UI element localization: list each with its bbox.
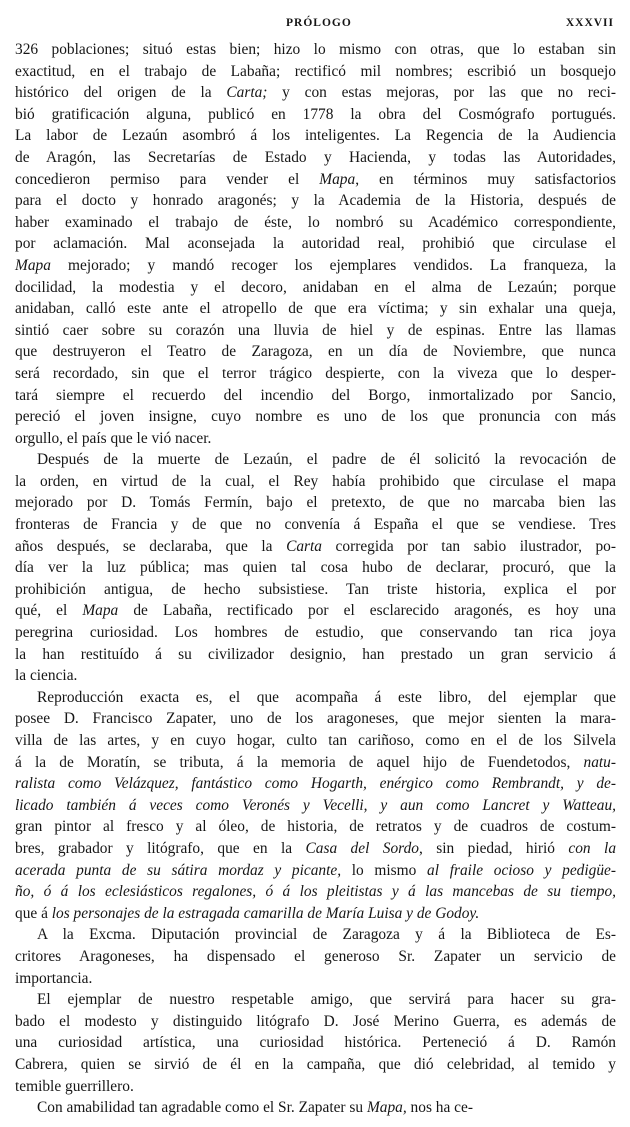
running-head — [15, 17, 616, 39]
text-line: Con amabilidad tan agradable como el Sr. Zapater su Mapa, nos ha ce- — [37, 1099, 473, 1117]
text-line: será recordado, sin que el terror trágico despierte, con la viveza que lo desper- — [15, 364, 616, 382]
text-line: bado el modesto y distinguido litógrafo D. José Merino Guerra, es además de — [15, 1012, 616, 1030]
text-line: pereció el joven insigne, cuyo nombre es uno de los que pronuncia con más — [15, 408, 616, 426]
text-line: anidaban, calló este ante el atropello de que era víctima; y sin exhalar una queja, — [15, 300, 616, 318]
text-line: licado también á veces como Veronés y Vecelli, y aun como Lancret y Watteau, — [15, 796, 616, 814]
text-line: acerada punta de su sátira mordaz y picante, lo mismo al fraile ocioso y pedigüe- — [15, 861, 616, 879]
text-line: critores Aragoneses, ha dispensado el generoso Sr. Zapater un servicio de — [15, 947, 616, 965]
text-line: orgullo, el país que le vió nacer. — [15, 429, 212, 447]
text-line: la ciencia. — [15, 667, 78, 685]
text-line: posee D. Francisco Zapater, uno de los aragoneses, que mejor sienten la mara- — [15, 710, 616, 728]
text-line: tará siempre el recuerdo del incendio del Borgo, inmortalizado por Sancio, — [15, 386, 616, 404]
text-line: día ver la luz pública; mas quien tal cosa hubo de declarar, procuró, que la — [15, 559, 616, 577]
text-line: para el docto y honrado aragonés; y la Academia de la Historia, después de — [15, 192, 616, 210]
text-line: histórico del origen de la Carta; y con estas mejoras, por las que no reci- — [15, 84, 616, 102]
text-line: Reproducción exacta es, el que acompaña á este libro, del ejemplar que — [37, 688, 616, 706]
text-line: que destruyeron el Teatro de Zaragoza, en un día de Noviembre, que nunca — [15, 343, 616, 361]
text-line: gran pintor al fresco y al óleo, de historia, de retratos y de cuadros de costum- — [15, 818, 616, 836]
text-line: la orden, en virtud de la cual, el Rey había prohibido que circulase el mapa — [15, 472, 616, 490]
paragraph — [15, 1097, 616, 1119]
paragraph — [15, 687, 616, 925]
paragraph — [15, 924, 616, 989]
text-line: fronteras de Francia y de que no convenía á España el que se vendiese. Tres — [15, 516, 616, 534]
text-line: Cabrera, quien se sirvió de él en la campaña, que dió celebridad, al temido y — [15, 1055, 616, 1073]
text-line: haber examinado el trabajo de éste, lo nombró su Académico correspondiente, — [15, 213, 616, 231]
text-line: ralista como Velázquez, fantástico como Hogarth, enérgico como Rembrandt, y de- — [15, 775, 616, 793]
text-line: qué, el Mapa de Labaña, rectificado por el esclarecido aragonés, es hoy una — [15, 602, 617, 620]
text-line: El ejemplar de nuestro respetable amigo, que servirá para hacer su gra- — [37, 991, 616, 1009]
paragraph — [15, 989, 616, 1097]
text-line: de Aragón, las Secretarías de Estado y Hacienda, y todas las Autoridades, — [15, 148, 616, 166]
text-line: exactitud, en el trabajo de Labaña; rectificó mil nombres; escribió un bosquejo — [15, 62, 616, 80]
paragraph — [15, 449, 616, 687]
text-line: ño, ó á los eclesiásticos regalones, ó á los pleitistas y á las mancebas de su tiempo, — [15, 883, 616, 901]
text-line: sintió caer sobre su corazón una lluvia de hiel y de espinas. Entre las llamas — [15, 321, 616, 339]
text-line: 326 poblaciones; situó estas bien; hizo lo mismo con otras, que lo estaban sin — [15, 41, 616, 58]
text-line: á la de Moratín, se tributa, á la memoria de aquel hijo de Fuendetodos, natu- — [15, 753, 616, 771]
paragraph — [15, 39, 616, 449]
text-line: docilidad, la modestia y el decoro, anidaban en el alma de Lezaún; porque — [15, 278, 616, 296]
text-line: prohibición antigua, de hecho subsistiese. Tan triste historia, explica el por — [15, 580, 616, 598]
text-line: que á los personajes de la estragada camarilla de María Luisa y de Godoy. — [15, 904, 480, 922]
text-line: la han restituído á su civilizador designio, han prestado un gran servicio á — [15, 645, 616, 663]
text-line: concedieron permiso para vender el Mapa, en términos muy satisfactorios — [15, 170, 616, 188]
text-line: bres, grabador y litógrafo, que en la Casa del Sordo, sin piedad, hirió con la — [15, 839, 617, 857]
text-line: Mapa mejorado; y mandó recoger los ejemplares vendidos. La franqueza, la — [15, 256, 616, 274]
text-line: Después de la muerte de Lezaún, el padre de él solicitó la revocación de — [37, 451, 616, 469]
body-text — [15, 39, 616, 1119]
text-line: bió gratificación alguna, publicó en 1778 la obra del Cosmógrafo portugués. — [15, 105, 616, 123]
text-line: peregrina curiosidad. Los hombres de estudio, que conservando tan rica joya — [15, 624, 616, 642]
page-number: XXXVII — [565, 17, 614, 29]
text-line: temible guerrillero. — [15, 1077, 134, 1095]
running-head-title: PRÓLOGO — [286, 17, 352, 29]
text-line: mejorado por D. Tomás Fermín, bajo el pretexto, de que no marcaba bien las — [15, 494, 616, 512]
text-line: villa de las artes, y en cuyo hogar, culto tan cariñoso, como en el de los Silvela — [15, 732, 616, 749]
text-line: La labor de Lezaún asombró á los inteligentes. La Regencia de la Audiencia — [15, 127, 616, 145]
text-line: importancia. — [15, 969, 93, 987]
text-line: por aclamación. Mal aconsejada la autoridad real, prohibió que circulase el — [15, 235, 616, 253]
text-line: A la Excma. Diputación provincial de Zaragoza y á la Biblioteca de Es- — [37, 926, 616, 944]
text-line: una curiosidad artística, una curiosidad histórica. Perteneció á D. Ramón — [15, 1034, 616, 1052]
text-line: años después, se declaraba, que la Carta corregida por tan sabio ilustrador, po- — [15, 537, 616, 555]
